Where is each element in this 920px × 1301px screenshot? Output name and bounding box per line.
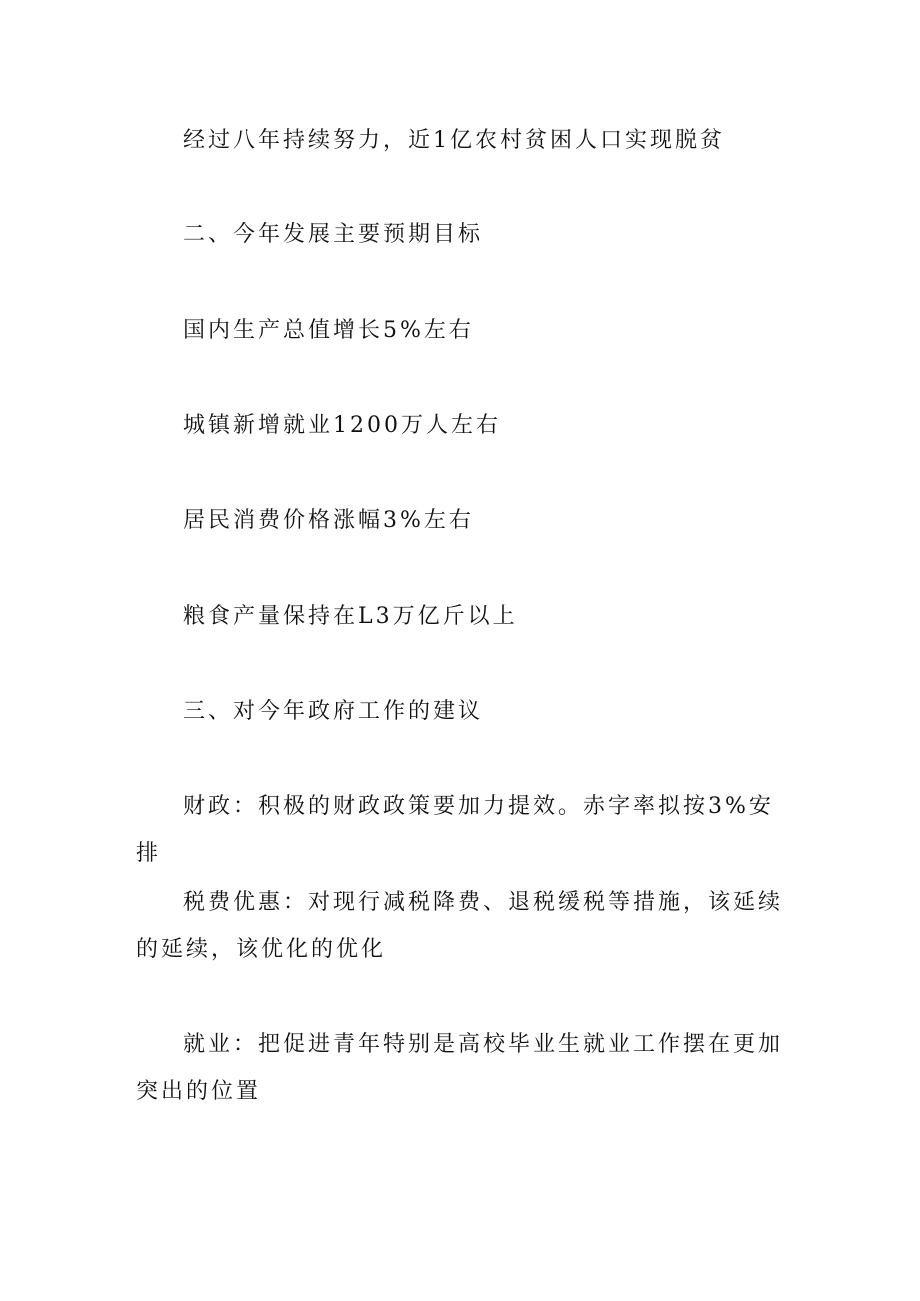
paragraph-fiscal-policy: 财政：积极的财政政策要加力提效。赤字率拟按3%安排	[136, 794, 774, 866]
section-heading-targets: 二、今年发展主要预期目标	[183, 222, 484, 247]
paragraph-gdp-target: 国内生产总值增长5%左右	[183, 318, 474, 343]
paragraph-grain-target: 粮食产量保持在L3万亿斤以上	[183, 604, 518, 629]
paragraph-tax-incentives: 税费优惠：对现行减税降费、退税缓税等措施，该延续的延续，该优化的优化	[136, 890, 784, 962]
paragraph-employment-target: 城镇新增就业1200万人左右	[183, 413, 501, 438]
paragraph-poverty-alleviation: 经过八年持续努力，近1亿农村贫困人口实现脱贫	[183, 128, 725, 153]
paragraph-employment-policy: 就业：把促进青年特别是高校毕业生就业工作摆在更加突出的位置	[136, 1032, 784, 1104]
paragraph-cpi-target: 居民消费价格涨幅3%左右	[183, 508, 474, 533]
section-heading-suggestions: 三、对今年政府工作的建议	[183, 699, 484, 724]
